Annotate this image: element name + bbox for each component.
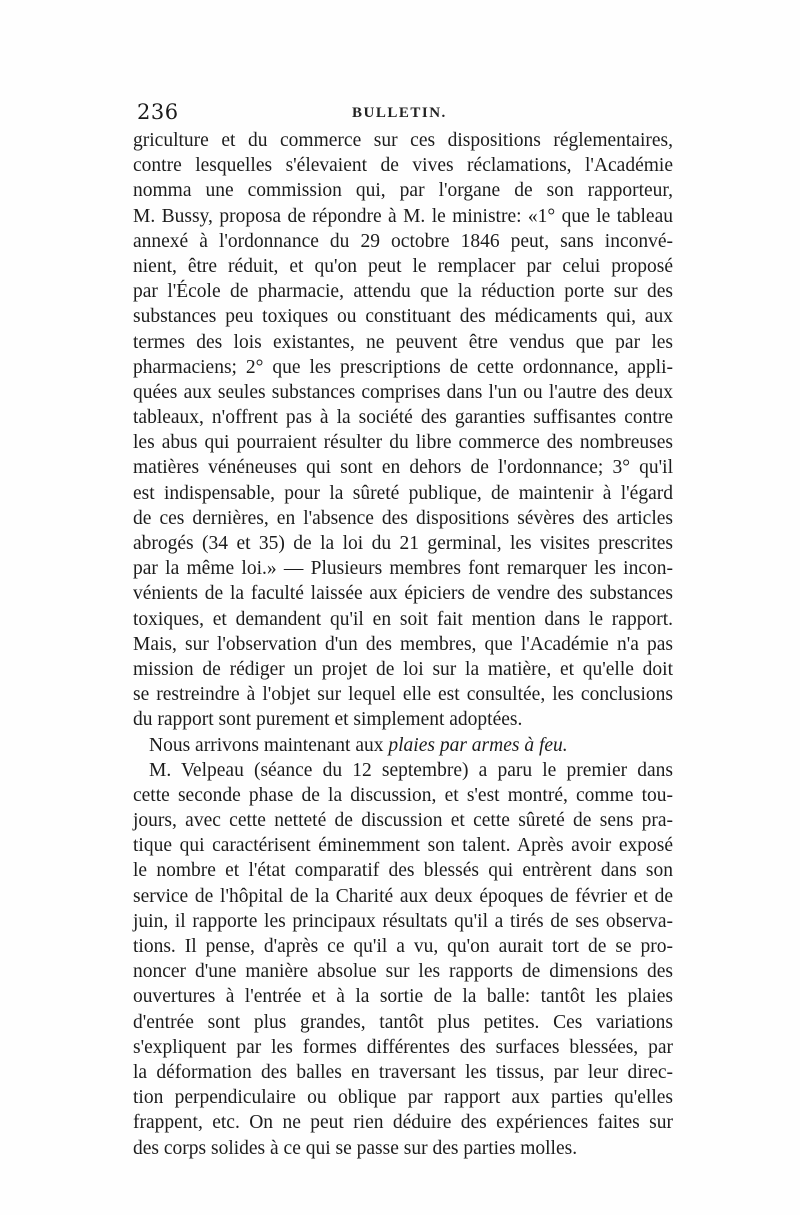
text-line: tions. Il pense, d'après ce qu'il a vu, qu'on aurait tort de se pro-	[133, 936, 673, 957]
text-line: d'entrée sont plus grandes, tantôt plus petites. Ces variations	[133, 1011, 673, 1033]
text-line: M. Bussy, proposa de répondre à M. le ministre: «1° que le tableau	[133, 205, 673, 227]
text-line: nient, être réduit, et qu'on peut le remplacer par celui proposé	[133, 255, 673, 277]
text-line: jours, avec cette netteté de discussion et cette sûreté de sens pra-	[133, 810, 673, 832]
text-line: tique qui caractérisent éminemment son talent. Après avoir exposé	[133, 835, 673, 857]
text-line: se restreindre à l'objet sur lequel elle est consultée, les conclusions	[133, 684, 673, 706]
text-line: par la même loi.» — Plusieurs membres font remarquer les incon-	[133, 558, 673, 580]
text-line: ouvertures à l'entrée et à la sortie de la balle: tantôt les plaies	[133, 986, 673, 1008]
text-line: contre lesquelles s'élevaient de vives réclamations, l'Académie	[133, 155, 673, 177]
text-line: termes des lois existantes, ne peuvent être vendus que par les	[133, 331, 673, 353]
text-line: les abus qui pourraient résulter du libre commerce des nombreuses	[133, 432, 673, 454]
text-line: juin, il rapporte les principaux résultats qu'il a tirés de ses observa-	[133, 910, 673, 932]
text-line: abrogés (34 et 35) de la loi du 21 germinal, les visites prescrites	[133, 533, 673, 554]
text-line: des corps solides à ce qui se passe sur des parties molles.	[133, 1137, 578, 1159]
paragraph-intro-line	[133, 733, 673, 758]
text-line: de ces dernières, en l'absence des dispositions sévères des articles	[133, 507, 673, 529]
text-line: s'expliquent par les formes différentes des surfaces blessées, par	[133, 1036, 673, 1058]
text-line: par l'École de pharmacie, attendu que la réduction porte sur des	[133, 281, 673, 303]
body-text	[133, 128, 673, 1161]
text-line: annexé à l'ordonnance du 29 octobre 1846 peut, sans inconvé-	[133, 230, 673, 252]
text-line: noncer d'une manière absolue sur les rapports de dimensions des	[133, 961, 673, 983]
text-line: la déformation des balles en traversant les tissus, par leur direc-	[133, 1061, 673, 1083]
intro-italic-text: plaies par armes à feu.	[388, 734, 568, 756]
text-line: cette seconde phase de la discussion, et s'est montré, comme tou-	[133, 784, 673, 806]
running-head: BULLETIN.	[352, 105, 447, 121]
text-line: matières vénéneuses qui sont en dehors de l'ordonnance; 3° qu'il	[133, 457, 673, 479]
text-line: service de l'hôpital de la Charité aux deux époques de février et de	[133, 885, 673, 907]
page-header	[137, 100, 667, 126]
text-line: tableaux, n'offrent pas à la société des garanties suffisantes contre	[133, 407, 673, 429]
text-line: est indispensable, pour la sûreté publique, de maintenir à l'égard	[133, 482, 673, 504]
intro-text: Nous arrivons maintenant aux	[149, 734, 389, 756]
text-line: frappent, etc. On ne peut rien déduire des expériences faites sur	[133, 1112, 673, 1134]
text-line: Mais, sur l'observation d'un des membres, que l'Académie n'a pas	[133, 633, 673, 655]
text-line: mission de rédiger un projet de loi sur la matière, et qu'elle doit	[133, 658, 673, 680]
text-line: toxiques, et demandent qu'il en soit fait mention dans le rapport.	[133, 608, 673, 630]
text-line: vénients de la faculté laissée aux épiciers de vendre des substances	[133, 583, 673, 605]
text-line: griculture et du commerce sur ces dispositions réglementaires,	[133, 130, 673, 151]
text-line: tion perpendiculaire ou oblique par rapport aux parties qu'elles	[133, 1087, 673, 1109]
text-line: quées aux seules substances comprises dans l'un ou l'autre des deux	[133, 381, 673, 403]
page-number: 236	[137, 100, 179, 124]
text-line: substances peu toxiques ou constituant des médicaments qui, aux	[133, 306, 673, 328]
text-line: nomma une commission qui, par l'organe de son rapporteur,	[133, 180, 673, 202]
text-line: le nombre et l'état comparatif des blessés qui entrèrent dans son	[133, 860, 673, 882]
text-line: M. Velpeau (séance du 12 septembre) a paru le premier dans	[149, 759, 673, 781]
text-line: du rapport sont purement et simplement adoptées.	[133, 709, 523, 731]
text-line: pharmaciens; 2° que les prescriptions de cette ordonnance, appli-	[133, 356, 673, 378]
